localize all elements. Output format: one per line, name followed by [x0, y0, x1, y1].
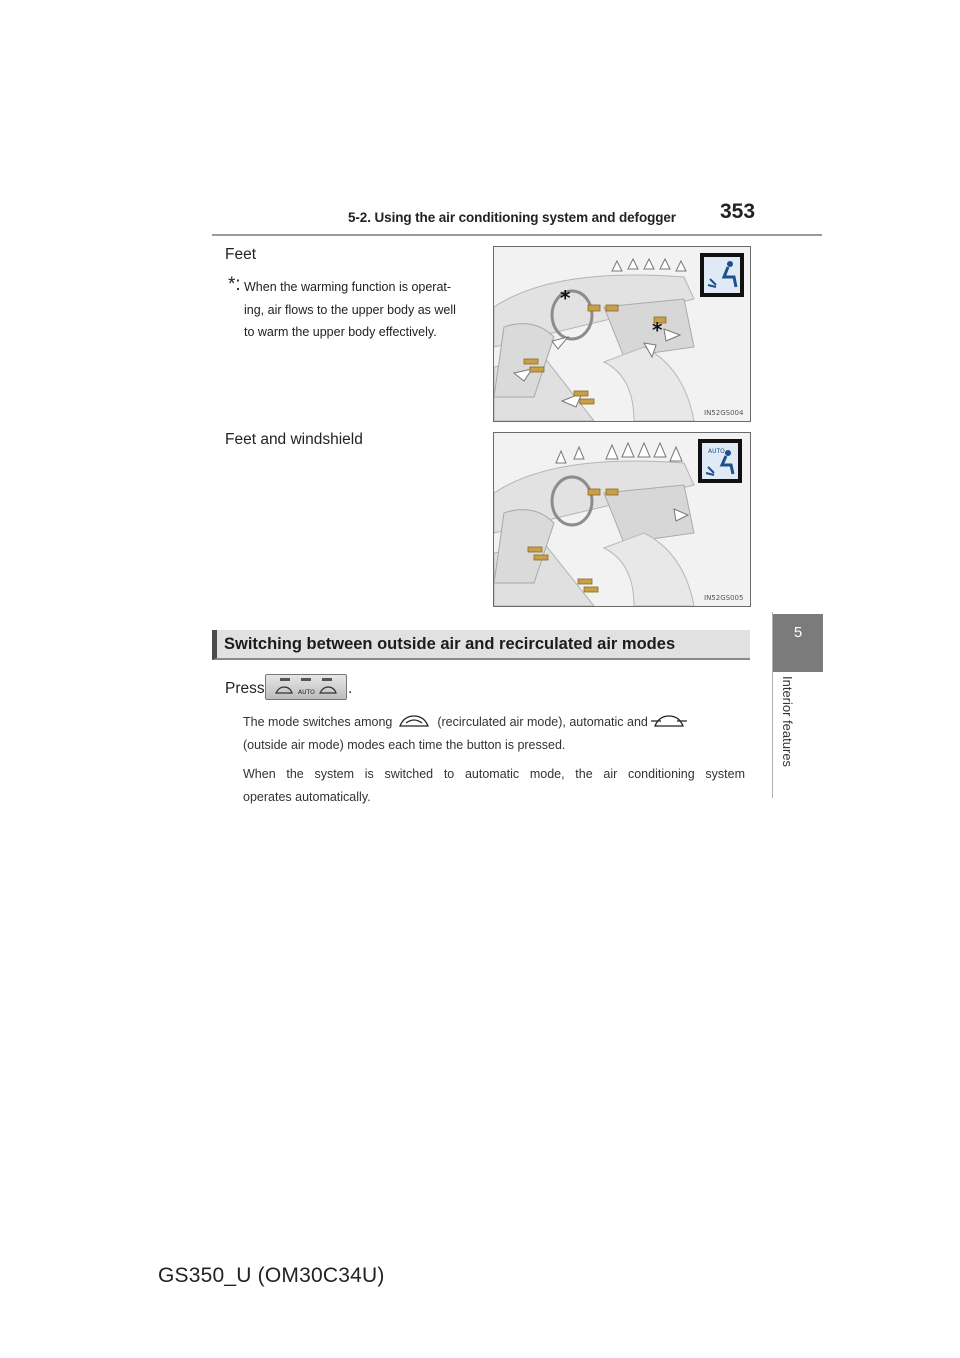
outside-air-icon	[651, 713, 687, 727]
press-period: .	[348, 680, 353, 697]
mode-feet-label: Feet	[225, 246, 257, 263]
header-rule	[212, 234, 822, 236]
figure-code: IN52GS005	[704, 594, 744, 602]
para1-line1-a: The mode switches among	[243, 715, 393, 729]
page-number: 353	[720, 200, 756, 223]
chapter-label: Interior features	[780, 676, 795, 768]
note-text: When the warming function is operat-ing, air flows to the upper body as well to warm the upper body effectively.	[244, 280, 456, 339]
figure-code: IN52GS004	[704, 409, 744, 417]
feet-windshield-airflow-illustration	[494, 433, 750, 606]
press-label: Press	[225, 680, 265, 697]
note-marker: *:	[228, 274, 241, 295]
footer-model-code: GS350_U (OM30C34U)	[158, 1264, 385, 1287]
mode-feet-windshield-label: Feet and windshield	[225, 431, 363, 448]
figure-star-marker-2: *	[652, 318, 663, 342]
recirculated-air-icon	[396, 713, 434, 727]
mode-feet-windshield-icon	[698, 439, 742, 483]
feet-windshield-airflow-figure	[493, 432, 751, 607]
recirculated-air-icon	[276, 687, 292, 693]
para1-line1	[243, 711, 763, 734]
air-intake-button[interactable]	[265, 674, 347, 700]
mode-feet-icon	[700, 253, 744, 297]
feet-airflow-illustration	[494, 247, 750, 421]
para2-line1: When the system is switched to automatic mode, the air conditioning system	[243, 767, 745, 781]
icon-auto-text: AUTO	[708, 448, 725, 455]
running-header: 5-2. Using the air conditioning system and defogger	[348, 210, 676, 225]
para1-line1-b: (recirculated air mode), automatic and	[437, 715, 648, 729]
figure-star-marker: *	[560, 286, 571, 310]
warming-note	[228, 276, 466, 344]
air-intake-button-graphic	[266, 675, 346, 699]
feet-airflow-figure	[493, 246, 751, 422]
para2-line2: operates automatically.	[243, 790, 371, 804]
para1-line2: (outside air mode) modes each time the button is pressed.	[243, 738, 566, 752]
outside-air-icon	[320, 687, 336, 693]
section-heading: Switching between outside air and recirculated air modes	[224, 635, 676, 653]
chapter-number: 5	[793, 624, 803, 641]
button-auto-text: AUTO	[298, 689, 315, 696]
chapter-tab	[773, 614, 823, 672]
